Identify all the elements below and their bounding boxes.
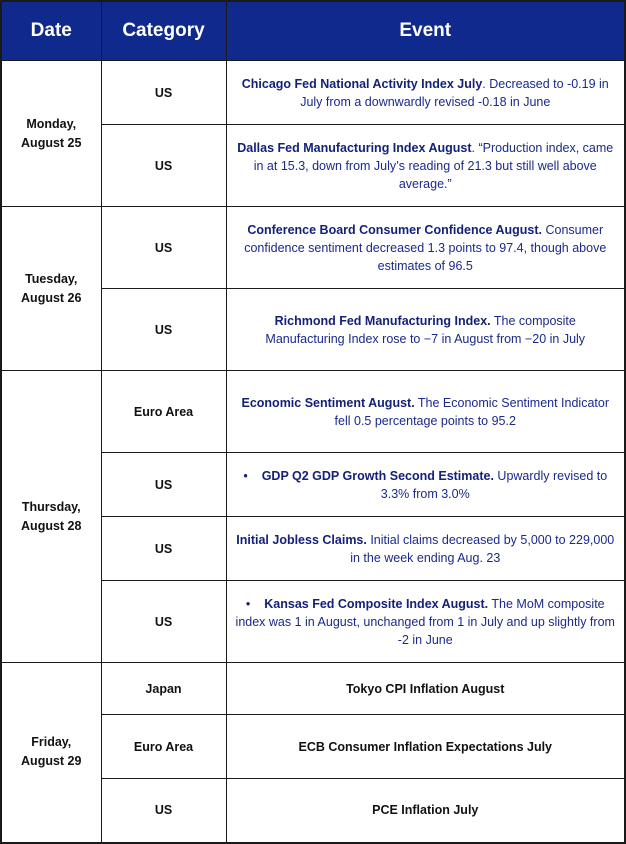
event-title: GDP Q2 GDP Growth Second Estimate. bbox=[261, 468, 494, 483]
event-cell bbox=[226, 581, 625, 663]
event-category: Japan bbox=[101, 663, 226, 715]
event-category: US bbox=[101, 125, 226, 207]
header-row bbox=[1, 1, 625, 61]
event-category: US bbox=[101, 289, 226, 371]
bullet-icon: • bbox=[245, 596, 251, 611]
event-title: Chicago Fed National Activity Index July bbox=[241, 76, 483, 91]
event-category: US bbox=[101, 453, 226, 517]
event-category: US bbox=[101, 61, 226, 125]
day-date: Monday, August 25 bbox=[1, 61, 101, 207]
event-description: Initial claims decreased by 5,000 to 229,000 in the week ending Aug. 23 bbox=[350, 532, 615, 565]
event-category: US bbox=[101, 779, 226, 843]
table-row bbox=[1, 61, 625, 125]
table-row bbox=[1, 207, 625, 289]
day-date: Thursday, August 28 bbox=[1, 371, 101, 663]
event-title: Dallas Fed Manufacturing Index August bbox=[237, 140, 472, 155]
header-date: Date bbox=[1, 1, 101, 61]
event-category: US bbox=[101, 517, 226, 581]
event-description: Consumer confidence sentiment decreased 1.3 points to 97.4, though above estimates of 96.5 bbox=[244, 222, 607, 273]
event-category: Euro Area bbox=[101, 371, 226, 453]
event-cell bbox=[226, 289, 625, 371]
event-title: Conference Board Consumer Confidence August. bbox=[247, 222, 543, 237]
event-title: Richmond Fed Manufacturing Index. bbox=[274, 313, 491, 328]
event-title: Initial Jobless Claims. bbox=[236, 532, 367, 547]
event-title: Economic Sentiment August. bbox=[241, 395, 415, 410]
event-description: The composite Manufacturing Index rose to −7 in August from −20 in July bbox=[265, 313, 586, 346]
event-description: The MoM composite index was 1 in August, unchanged from 1 in July and up slightly from -2 in June bbox=[235, 596, 615, 647]
event-cell: Tokyo CPI Inflation August bbox=[226, 663, 625, 715]
event-cell bbox=[226, 453, 625, 517]
bullet-icon: • bbox=[243, 468, 248, 483]
event-cell bbox=[226, 61, 625, 125]
event-description: . Decreased to -0.19 in July from a downwardly revised -0.18 in June bbox=[300, 76, 609, 109]
event-cell bbox=[226, 207, 625, 289]
table-row bbox=[1, 663, 625, 715]
day-date: Tuesday, August 26 bbox=[1, 207, 101, 371]
event-category: US bbox=[101, 581, 226, 663]
event-cell: PCE Inflation July bbox=[226, 779, 625, 843]
header-category: Category bbox=[101, 1, 226, 61]
event-category: US bbox=[101, 207, 226, 289]
event-description: . “Production index, came in at 15.3, down from July’s reading of 21.3 but still well above average.” bbox=[253, 140, 614, 191]
table-row bbox=[1, 371, 625, 453]
event-cell: ECB Consumer Inflation Expectations July bbox=[226, 715, 625, 779]
event-description: Upwardly revised to 3.3% from 3.0% bbox=[380, 468, 608, 501]
event-cell bbox=[226, 371, 625, 453]
event-cell bbox=[226, 125, 625, 207]
header-event: Event bbox=[226, 1, 625, 61]
event-cell bbox=[226, 517, 625, 581]
event-description: The Economic Sentiment Indicator fell 0.5 percentage points to 95.2 bbox=[334, 395, 609, 428]
day-date: Friday, August 29 bbox=[1, 663, 101, 843]
event-title: Kansas Fed Composite Index August. bbox=[264, 596, 489, 611]
event-category: Euro Area bbox=[101, 715, 226, 779]
